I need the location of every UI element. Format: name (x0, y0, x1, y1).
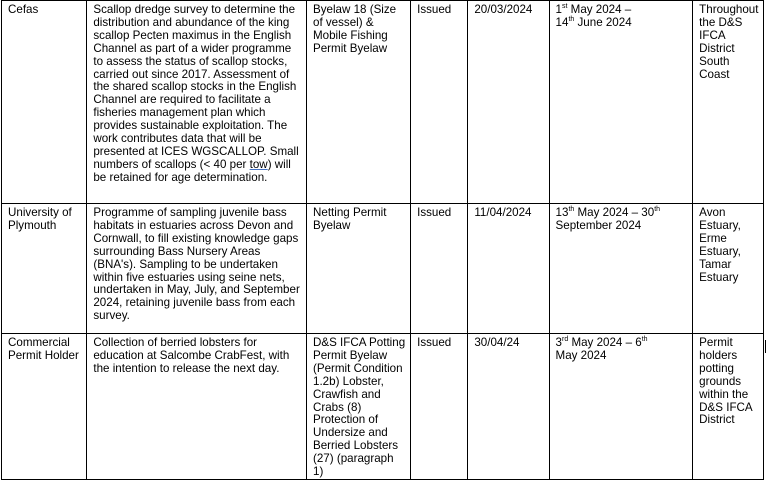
text-cursor-mark (765, 340, 766, 353)
byelaw-cell: Byelaw 18 (Size of vessel) & Mobile Fishing Permit Byelaw (307, 1, 411, 204)
location-cell: Permit holders potting grounds within the D&S IFCA District (693, 334, 764, 480)
description-cell: Programme of sampling juvenile bass habitats in estuaries across Devon and Cornwall, to fill existing knowledge gaps surrounding Bass Nursery Areas (BNA's). Sampling to be undertaken within five estuaries using seine nets, undertaken in May, July, and September 2024, retaining juvenile bass from each survey. (87, 204, 307, 334)
date-cell: 30/04/24 (468, 334, 549, 480)
tow-word: tow (249, 157, 268, 171)
location-cell: Avon Estuary, Erme Estuary, Tamar Estuary (693, 204, 764, 334)
organisation-cell: Commercial Permit Holder (2, 334, 87, 480)
table-row (2, 334, 764, 480)
period-cell: 13th May 2024 – 30th September 2024 (549, 204, 693, 334)
status-cell: Issued (411, 204, 468, 334)
description-cell: Scallop dredge survey to determine the distribution and abundance of the king scallop Pecten maximus in the English Channel as part of a wider programme to assess the status of scallop stocks, carried out since 2017. Assessment of the shared scallop stocks in the English Channel are required to facilitate a fisheries management plan which provides sustainable exploitation. The work contributes data that will be presented at ICES WGSCALLOP. Small numbers of scallops (< 40 per tow) will be retained for age determination. (87, 1, 307, 204)
byelaw-cell: D&S IFCA Potting Permit Byelaw (Permit Condition 1.2b) Lobster, Crawfish and Crabs (8) Protection of Undersize and Berried Lobsters (27) (paragraph 1) (307, 334, 411, 480)
date-cell: 11/04/2024 (468, 204, 549, 334)
date-cell: 20/03/2024 (468, 1, 549, 204)
description-cell: Collection of berried lobsters for education at Salcombe CrabFest, with the intention to release the next day. (87, 334, 307, 480)
byelaw-cell: Netting Permit Byelaw (307, 204, 411, 334)
organisation-cell: Cefas (2, 1, 87, 204)
organisation-cell: University of Plymouth (2, 204, 87, 334)
table-row (2, 204, 764, 334)
status-cell: Issued (411, 334, 468, 480)
table-row (2, 1, 764, 204)
period-cell: 1st May 2024 – 14th June 2024 (549, 1, 693, 204)
period-cell: 3rd May 2024 – 6th May 2024 (549, 334, 693, 480)
permits-table (1, 0, 764, 480)
status-cell: Issued (411, 1, 468, 204)
location-cell: Throughout the D&S IFCA District South Coast (693, 1, 764, 204)
